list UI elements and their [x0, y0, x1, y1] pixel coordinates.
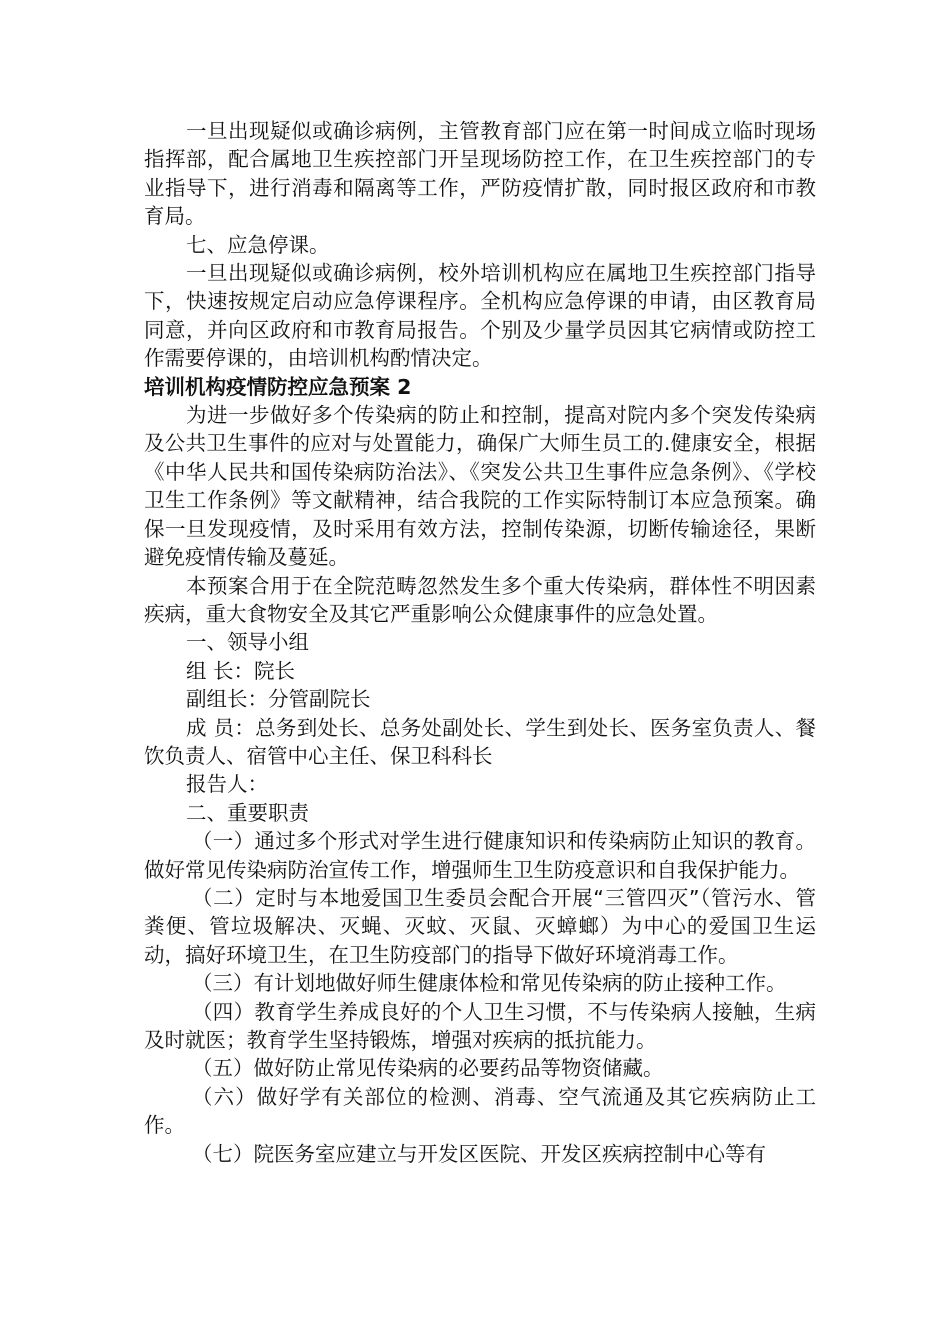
duty-item-5: （五）做好防止常见传染病的必要药品等物资储藏。: [192, 1056, 664, 1081]
deputy-leader-line: 副组长：分管副院长: [186, 687, 371, 712]
duty-item-6: （六）做好学有关部位的检测、消毒、空气流通及其它疾病防止工作。: [144, 1084, 816, 1138]
duty-item-2: （二）定时与本地爱国卫生委员会配合开展“三管四灭”（管污水、管粪便、管垃圾解决、灭蝇、灭蚊、灭鼠、灭蟑螂）为中心的爱国卫生运动，搞好环境卫生，在卫生防疫部门的指导下做好环境消毒工作。: [144, 885, 816, 967]
members-line: 成 员：总务到处长、总务处副处长、学生到处长、医务室负责人、餐饮负责人、宿管中心主任、保卫科科长: [144, 715, 816, 768]
paragraph-response-command: 一旦出现疑似或确诊病例，主管教育部门应在第一时间成立临时现场指挥部，配合属地卫生疾控部门开呈现场防控工作，在卫生疾控部门的专业指导下，进行消毒和隔离等工作，严防疫情扩散，同时报区政府和市教育局。: [144, 119, 816, 229]
leader-line: 组 长：院长: [186, 658, 296, 683]
duty-item-3: （三）有计划地做好师生健康体检和常见传染病的防止接种工作。: [192, 971, 787, 996]
paragraph-scope: 本预案合用于在全院范畴忽然发生多个重大传染病，群体性不明因素疾病，重大食物安全及其它严重影响公众健康事件的应急处置。: [144, 573, 816, 626]
document-body: [144, 117, 816, 1168]
paragraph-purpose: 为进一步做好多个传染病的防止和控制，提高对院内多个突发传染病及公共卫生事件的应对与处置能力，确保广大师生员工的.健康安全，根据《中华人民共和国传染病防治法》、《突发公共卫生事件应急条例》、《学校卫生工作条例》等文献精神，结合我院的工作实际特制订本应急预案。确保一旦发现疫情，及时采用有效方法，控制传染源，切断传输途径，果断避免疫情传输及蔓延。: [144, 403, 816, 570]
duty-item-7: （七）院医务室应建立与开发区医院、开发区疾病控制中心等有: [192, 1141, 766, 1166]
reporter-line: 报告人：: [186, 772, 268, 797]
section-heading-emergency-suspension: 七、应急停课。: [186, 232, 330, 257]
document-title-plan-2: 培训机构疫情防控应急预案 2: [144, 374, 412, 399]
paragraph-emergency-suspension: 一旦出现疑似或确诊病例，校外培训机构应在属地卫生疾控部门指导下，快速按规定启动应急停课程序。全机构应急停课的申请，由区教育局同意，并向区政府和市教育局报告。个别及少量学员因其它病情或防控工作需要停课的，由培训机构酌情决定。: [144, 261, 816, 371]
section-heading-leadership: 一、领导小组: [186, 630, 309, 655]
section-heading-duties: 二、重要职责: [186, 800, 309, 825]
duty-item-4: （四）教育学生养成良好的个人卫生习惯，不与传染病人接触，生病及时就医；教育学生坚持锻炼，增强对疾病的抵抗能力。: [144, 999, 816, 1052]
duty-item-1: （一）通过多个形式对学生进行健康知识和传染病防止知识的教育。做好常见传染病防治宣传工作，增强师生卫生防疫意识和自我保护能力。: [144, 829, 816, 882]
